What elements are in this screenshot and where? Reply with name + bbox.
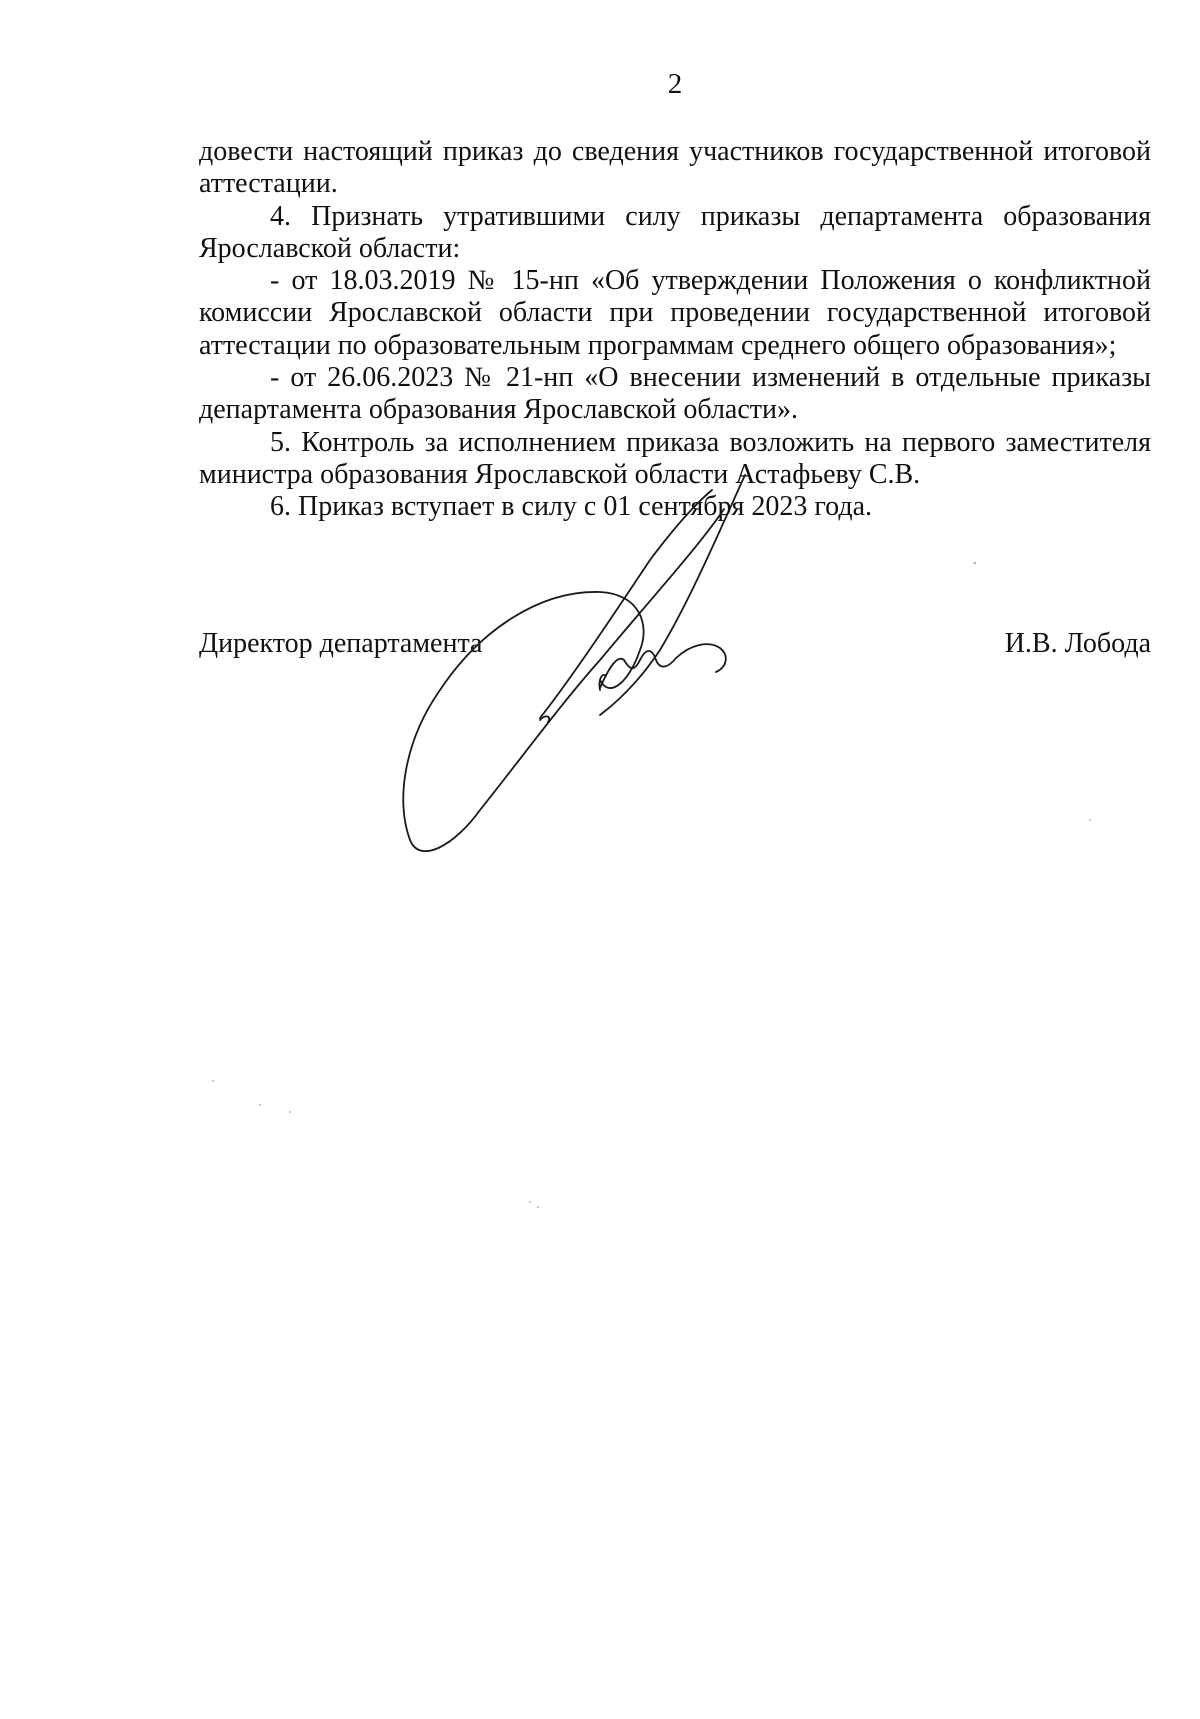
paragraph-item-5: 5. Контроль за исполнением приказа возложить на первого заместителя министра образования Ярославской области Астафьеву С.В. bbox=[199, 426, 1151, 490]
page-number: 2 bbox=[667, 68, 683, 100]
paragraph-revoked-order-2: - от 26.06.2023 № 21-нп «О внесении изменений в отдельные приказы департамента образования Ярославской области». bbox=[199, 362, 1151, 426]
paragraph-continuation: довести настоящий приказ до сведения участников государственной итоговой аттестации. bbox=[199, 136, 1151, 200]
signatory-position: Директор департамента bbox=[199, 628, 483, 659]
paragraph-item-4: 4. Признать утратившими силу приказы департамента образования Ярославской области: bbox=[199, 200, 1151, 264]
signatory-name: И.В. Лобода bbox=[1004, 628, 1151, 659]
paragraph-item-6: 6. Приказ вступает в силу с 01 сентября 2023 года. bbox=[270, 491, 873, 523]
paragraph-revoked-order-1: - от 18.03.2019 № 15-нп «Об утверждении Положения о конфликтной комиссии Ярославской области при проведении государственной итоговой аттестации по образовательным программам среднего общего образования»; bbox=[199, 265, 1151, 361]
document-body bbox=[199, 136, 1151, 524]
